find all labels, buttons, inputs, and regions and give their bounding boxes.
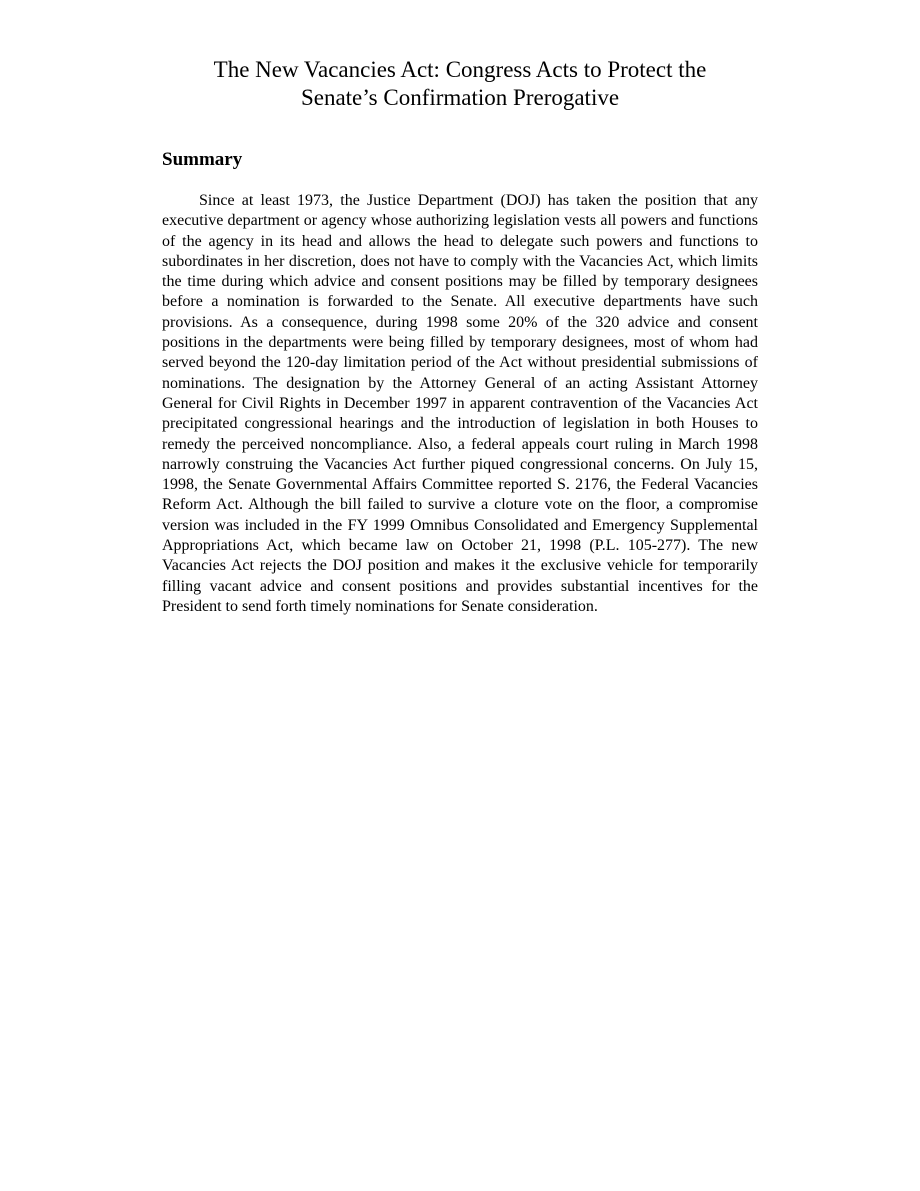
- title-line-1: The New Vacancies Act: Congress Acts to Protect the: [213, 57, 707, 82]
- title-line-2: Senate’s Confirmation Prerogative: [300, 85, 620, 110]
- document-page: [162, 56, 758, 617]
- document-title: [162, 56, 758, 112]
- section-heading: Summary: [162, 149, 243, 170]
- summary-paragraph: Since at least 1973, the Justice Department (DOJ) has taken the position that any executive department or agency whose authorizing legislation vests all powers and functions of the agency in its head and allows the head to delegate such powers and functions to subordinates in her discretion, does not have to comply with the Vacancies Act, which limits the time during which advice and consent positions may be filled by temporary designees before a nomination is forwarded to the Senate. All executive departments have such provisions. As a consequence, during 1998 some 20% of the 320 advice and consent positions in the departments were being filled by temporary designees, most of whom had served beyond the 120-day limitation period of the Act without presidential submissions of nominations. The designation by the Attorney General of an acting Assistant Attorney General for Civil Rights in December 1997 in apparent contravention of the Vacancies Act precipitated congressional hearings and the introduction of legislation in both Houses to remedy the perceived noncompliance. Also, a federal appeals court ruling in March 1998 narrowly construing the Vacancies Act further piqued congressional concerns. On July 15, 1998, the Senate Governmental Affairs Committee reported S. 2176, the Federal Vacancies Reform Act. Although the bill failed to survive a cloture vote on the floor, a compromise version was included in the FY 1999 Omnibus Consolidated and Emergency Supplemental Appropriations Act, which became law on October 21, 1998 (P.L. 105-277). The new Vacancies Act rejects the DOJ position and makes it the exclusive vehicle for temporarily filling vacant advice and consent positions and provides substantial incentives for the President to send forth timely nominations for Senate consideration.: [162, 192, 758, 615]
